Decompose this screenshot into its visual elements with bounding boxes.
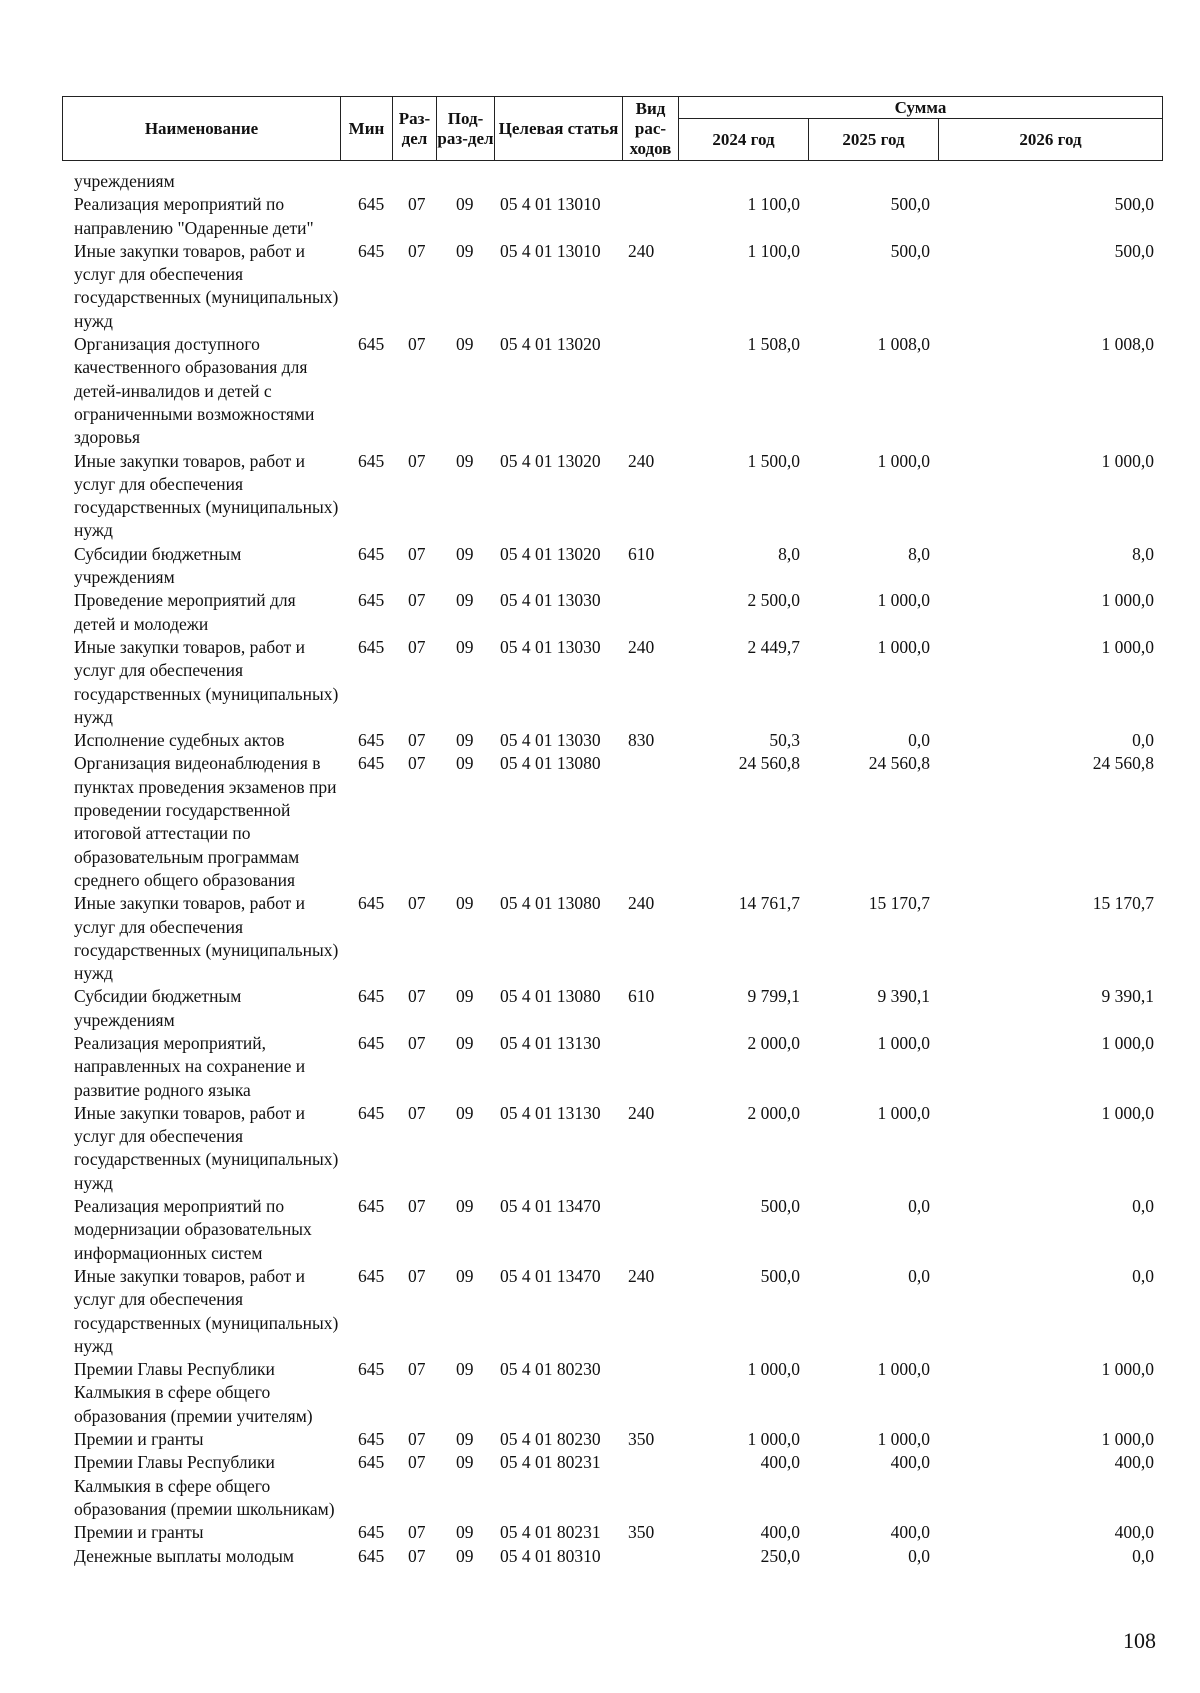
cell-name: Организация видеонаблюдения в пунктах проведения экзаменов при проведении государственной итоговой аттестации по образовательным программам среднего общего образования [74,753,337,890]
cell-podrazdel: 09 [456,1359,474,1380]
cell-vid: 240 [628,240,655,261]
cell-name: Иные закупки товаров, работ и услуг для обеспечения государственных (муниципальных) нужд [74,636,339,727]
cell-podrazdel: 09 [456,1196,474,1217]
cell-celevaya: 05 4 01 13030 [500,590,601,611]
cell-sum-2026 [938,170,1162,193]
cell-sum-2025: 500,0 [890,240,930,261]
cell-min: 645 [358,1196,385,1217]
cell-min: 645 [358,753,385,774]
cell-vid: 350 [628,1429,655,1450]
cell-podrazdel [436,170,494,193]
cell-sum-2024: 1 500,0 [747,450,800,471]
cell-sum-2026: 1 000,0 [1101,1359,1154,1380]
table-row [62,240,1162,333]
cell-podrazdel: 09 [456,543,474,564]
cell-podrazdel: 09 [456,753,474,774]
header-2025: 2025 год [809,119,939,161]
cell-sum-2026: 24 560,8 [1092,753,1154,774]
cell-razdel [392,170,436,193]
cell-sum-2025: 15 170,7 [868,893,930,914]
cell-sum-2025: 500,0 [890,194,930,215]
cell-podrazdel: 09 [456,450,474,471]
cell-vid: 610 [628,986,655,1007]
cell-razdel: 07 [408,1545,426,1566]
cell-podrazdel: 09 [456,334,474,355]
cell-min: 645 [358,1265,385,1286]
cell-celevaya: 05 4 01 13030 [500,636,601,657]
cell-min: 645 [358,986,385,1007]
cell-podrazdel: 09 [456,893,474,914]
table-row [62,1428,1162,1451]
cell-razdel: 07 [408,1265,426,1286]
table-row [62,1102,1162,1195]
cell-podrazdel: 09 [456,1265,474,1286]
table-row [62,892,1162,985]
cell-name: Проведение мероприятий для детей и молодежи [74,590,296,634]
table-row [62,1358,1162,1428]
table-row [62,1265,1162,1358]
cell-name: Субсидии бюджетным учреждениям [74,543,242,588]
cell-razdel: 07 [408,590,426,611]
cell-name: Реализация мероприятий по направлению "Одаренные дети" [74,194,314,238]
header-name: Наименование [63,97,341,161]
cell-name: Субсидии бюджетным учреждениям [74,986,242,1030]
header-2024: 2024 год [679,119,809,161]
cell-sum-2024 [678,170,808,193]
cell-vid [622,193,678,240]
cell-razdel: 07 [408,334,426,355]
cell-sum-2024: 2 500,0 [747,590,800,611]
table-row [62,985,1162,1032]
cell-sum-2026: 1 000,0 [1101,636,1154,657]
table-row [62,752,1162,892]
cell-razdel: 07 [408,730,426,751]
cell-sum-2025: 1 000,0 [877,1359,930,1380]
cell-sum-2025: 8,0 [908,543,930,564]
cell-sum-2024: 1 000,0 [747,1359,800,1380]
cell-podrazdel: 09 [456,1545,474,1566]
cell-sum-2026: 15 170,7 [1092,893,1154,914]
table-row [62,1451,1162,1521]
cell-vid: 240 [628,893,655,914]
cell-min: 645 [358,1429,385,1450]
cell-sum-2024: 500,0 [760,1196,800,1217]
header-2026: 2026 год [939,119,1163,161]
cell-razdel: 07 [408,1522,426,1543]
cell-celevaya: 05 4 01 13010 [500,194,601,215]
cell-vid: 830 [628,730,655,751]
cell-sum-2024: 250,0 [760,1545,800,1566]
cell-sum-2024: 9 799,1 [747,986,800,1007]
cell-name: Премии и гранты [74,1522,204,1543]
cell-celevaya [494,170,622,193]
cell-min: 645 [358,1032,385,1053]
cell-name: Премии Главы Республики Калмыкия в сфере общего образования (премии учителям) [74,1359,313,1426]
table-row [62,450,1162,543]
cell-sum-2025: 24 560,8 [868,753,930,774]
cell-sum-2025: 0,0 [908,1265,930,1286]
cell-sum-2024: 2 449,7 [747,636,800,657]
cell-celevaya: 05 4 01 13020 [500,450,601,471]
cell-vid [622,170,678,193]
cell-name: Иные закупки товаров, работ и услуг для обеспечения государственных (муниципальных) нужд [74,1102,339,1193]
cell-podrazdel: 09 [456,636,474,657]
cell-razdel: 07 [408,543,426,564]
cell-razdel: 07 [408,240,426,261]
cell-sum-2026: 1 008,0 [1101,334,1154,355]
cell-sum-2025: 1 000,0 [877,1032,930,1053]
cell-name: Иные закупки товаров, работ и услуг для обеспечения государственных (муниципальных) нужд [74,1265,339,1356]
cell-name: Реализация мероприятий по модернизации образовательных информационных систем [74,1196,312,1263]
cell-podrazdel: 09 [456,1452,474,1473]
cell-sum-2025: 1 008,0 [877,334,930,355]
cell-name: Денежные выплаты молодым [74,1545,294,1566]
cell-razdel: 07 [408,1359,426,1380]
cell-razdel: 07 [408,1196,426,1217]
cell-sum-2025: 1 000,0 [877,1102,930,1123]
table-row [62,1545,1162,1568]
cell-vid [622,1195,678,1265]
cell-celevaya: 05 4 01 80230 [500,1359,601,1380]
cell-sum-2024: 1 100,0 [747,194,800,215]
cell-celevaya: 05 4 01 13020 [500,543,601,564]
cell-sum-2026: 400,0 [1114,1522,1154,1543]
cell-sum-2025: 400,0 [890,1452,930,1473]
cell-min: 645 [358,240,385,261]
cell-celevaya: 05 4 01 13080 [500,893,601,914]
cell-sum-2026: 0,0 [1132,1196,1154,1217]
cell-sum-2024: 2 000,0 [747,1032,800,1053]
cell-sum-2024: 50,3 [769,730,800,751]
table-row [62,193,1162,240]
cell-min: 645 [358,730,385,751]
cell-podrazdel: 09 [456,1032,474,1053]
cell-vid: 240 [628,1102,655,1123]
header-summa: Сумма [679,97,1163,119]
cell-sum-2025: 400,0 [890,1522,930,1543]
header-min: Мин [341,97,393,161]
cell-min: 645 [358,1359,385,1380]
cell-celevaya: 05 4 01 80310 [500,1545,601,1566]
cell-celevaya: 05 4 01 13030 [500,730,601,751]
cell-name: Реализация мероприятий, направленных на сохранение и развитие родного языка [74,1032,306,1100]
cell-name: учреждениям [74,171,175,191]
cell-sum-2024: 24 560,8 [738,753,800,774]
cell-sum-2026: 8,0 [1132,543,1154,564]
cell-celevaya: 05 4 01 13470 [500,1265,601,1286]
cell-vid: 240 [628,1265,655,1286]
table-row [62,170,1162,193]
cell-sum-2026: 0,0 [1132,1265,1154,1286]
cell-podrazdel: 09 [456,1102,474,1123]
cell-sum-2024: 1 000,0 [747,1429,800,1450]
cell-sum-2024: 2 000,0 [747,1102,800,1123]
cell-razdel: 07 [408,753,426,774]
cell-razdel: 07 [408,893,426,914]
cell-name: Премии и гранты [74,1429,204,1450]
cell-celevaya: 05 4 01 13130 [500,1032,601,1053]
cell-sum-2024: 1 100,0 [747,240,800,261]
cell-vid [622,1358,678,1428]
cell-name: Исполнение судебных актов [74,730,285,751]
table-row [62,543,1162,590]
cell-min: 645 [358,1102,385,1123]
cell-razdel: 07 [408,1102,426,1123]
cell-sum-2025: 0,0 [908,1545,930,1566]
budget-table-body [62,170,1162,1568]
cell-sum-2026: 1 000,0 [1101,1032,1154,1053]
table-row [62,1195,1162,1265]
cell-min: 645 [358,1522,385,1543]
cell-sum-2024: 8,0 [778,543,800,564]
cell-razdel: 07 [408,986,426,1007]
cell-min: 645 [358,590,385,611]
cell-vid [622,1545,678,1568]
cell-sum-2024: 1 508,0 [747,334,800,355]
cell-podrazdel: 09 [456,986,474,1007]
table-row [62,333,1162,449]
cell-vid: 240 [628,636,655,657]
cell-sum-2025: 1 000,0 [877,450,930,471]
cell-razdel: 07 [408,194,426,215]
cell-razdel: 07 [408,636,426,657]
header-podrazdel: Под-раз-дел [437,97,495,161]
cell-vid [622,589,678,636]
cell-vid [622,1032,678,1102]
header-vid: Вид рас-ходов [623,97,679,161]
cell-celevaya: 05 4 01 13080 [500,986,601,1007]
cell-sum-2026: 400,0 [1114,1452,1154,1473]
cell-vid [622,1451,678,1521]
cell-razdel: 07 [408,1032,426,1053]
cell-sum-2026: 0,0 [1132,730,1154,751]
cell-sum-2025: 9 390,1 [877,986,930,1007]
cell-sum-2026: 1 000,0 [1101,1429,1154,1450]
cell-min: 645 [358,1545,385,1566]
header-celevaya: Целевая статья [495,97,623,161]
cell-sum-2024: 14 761,7 [738,893,800,914]
cell-razdel: 07 [408,450,426,471]
cell-sum-2025: 0,0 [908,730,930,751]
table-row [62,729,1162,752]
cell-name: Иные закупки товаров, работ и услуг для обеспечения государственных (муниципальных) нужд [74,450,339,541]
cell-razdel: 07 [408,1452,426,1473]
cell-sum-2025 [808,170,938,193]
cell-sum-2026: 500,0 [1114,194,1154,215]
table-header [62,96,1163,161]
cell-sum-2024: 400,0 [760,1522,800,1543]
cell-sum-2026: 1 000,0 [1101,1102,1154,1123]
cell-min: 645 [358,450,385,471]
cell-celevaya: 05 4 01 13130 [500,1102,601,1123]
cell-sum-2025: 1 000,0 [877,590,930,611]
cell-celevaya: 05 4 01 80231 [500,1522,601,1543]
cell-min: 645 [358,636,385,657]
cell-min: 645 [358,543,385,564]
cell-celevaya: 05 4 01 13020 [500,334,601,355]
cell-name: Организация доступного качественного образования для детей-инвалидов и детей с ограниченными возможностями здоровья [74,334,315,448]
cell-min: 645 [358,1452,385,1473]
page-number: 108 [1123,1628,1156,1653]
cell-vid: 240 [628,450,655,471]
header-razdel: Раз-дел [393,97,437,161]
cell-name: Иные закупки товаров, работ и услуг для обеспечения государственных (муниципальных) нужд [74,893,339,984]
cell-celevaya: 05 4 01 13470 [500,1196,601,1217]
table-row [62,636,1162,729]
cell-vid [622,333,678,449]
cell-celevaya: 05 4 01 80230 [500,1429,601,1450]
cell-celevaya: 05 4 01 13080 [500,753,601,774]
cell-min [340,170,392,193]
cell-min: 645 [358,194,385,215]
cell-sum-2026: 1 000,0 [1101,590,1154,611]
cell-sum-2024: 500,0 [760,1265,800,1286]
cell-name: Иные закупки товаров, работ и услуг для обеспечения государственных (муниципальных) нужд [74,240,339,331]
cell-celevaya: 05 4 01 80231 [500,1452,601,1473]
table-row [62,1521,1162,1544]
cell-celevaya: 05 4 01 13010 [500,240,601,261]
cell-vid [622,752,678,892]
cell-sum-2026: 500,0 [1114,240,1154,261]
cell-sum-2024: 400,0 [760,1452,800,1473]
cell-razdel: 07 [408,1429,426,1450]
cell-min: 645 [358,893,385,914]
cell-sum-2026: 1 000,0 [1101,450,1154,471]
cell-vid: 610 [628,543,655,564]
cell-name: Премии Главы Республики Калмыкия в сфере общего образования (премии школьникам) [74,1452,335,1519]
cell-podrazdel: 09 [456,194,474,215]
cell-podrazdel: 09 [456,590,474,611]
cell-vid: 350 [628,1522,655,1543]
cell-min: 645 [358,334,385,355]
cell-podrazdel: 09 [456,240,474,261]
cell-sum-2026: 9 390,1 [1101,986,1154,1007]
cell-podrazdel: 09 [456,1429,474,1450]
cell-sum-2025: 0,0 [908,1196,930,1217]
table-row [62,589,1162,636]
cell-sum-2025: 1 000,0 [877,636,930,657]
cell-podrazdel: 09 [456,1522,474,1543]
cell-sum-2026: 0,0 [1132,1545,1154,1566]
table-row [62,1032,1162,1102]
cell-sum-2025: 1 000,0 [877,1429,930,1450]
cell-podrazdel: 09 [456,730,474,751]
